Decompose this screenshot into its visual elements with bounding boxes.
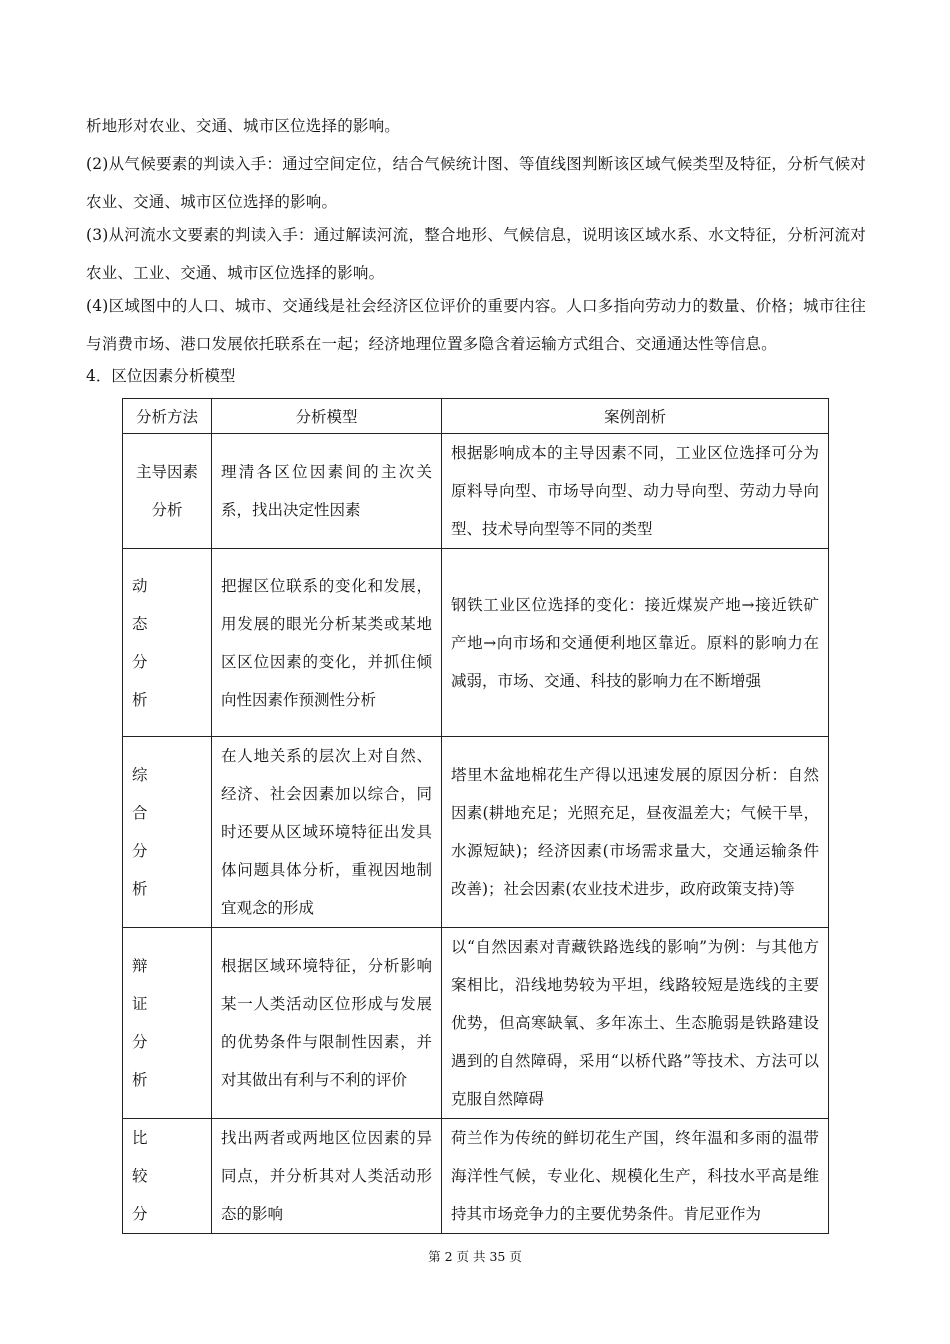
method-char: 动 — [132, 576, 148, 595]
method-char: 证 — [132, 995, 148, 1013]
method-char: 态 — [132, 614, 148, 633]
method-char: 较 — [132, 1167, 148, 1185]
header-model: 分析模型 — [212, 399, 442, 434]
method-char: 析 — [132, 690, 148, 709]
table-row — [123, 1119, 829, 1234]
case-cell: 塔里木盆地棉花生产得以迅速发展的原因分析：自然因素(耕地充足；光照充足，昼夜温差大；气候干旱，水源短缺)；经济因素(市场需求量大，交通运输条件改善)；社会因素(农业技术进步，政府政策支持)等 — [442, 737, 829, 928]
paragraph-1: 析地形对农业、交通、城市区位选择的影响。 — [86, 117, 401, 135]
method-char: 分 — [132, 652, 148, 671]
header-case: 案例剖析 — [442, 399, 829, 434]
table-row — [123, 549, 829, 737]
location-factor-table — [122, 398, 829, 1234]
method-char: 析 — [132, 880, 148, 898]
paragraph-4: (4)区域图中的人口、城市、交通线是社会经济区位评价的重要内容。人口多指向劳动力的数量、价格；城市往往与消费市场、港口发展依托联系在一起；经济地理位置多隐含着运输方式组合、交通通达性等信息。 — [86, 297, 866, 353]
method-cell — [123, 434, 212, 549]
model-cell: 把握区位联系的变化和发展，用发展的眼光分析某类或某地区区位因素的变化，并抓住倾向性因素作预测性分析 — [212, 549, 442, 737]
method-char: 分 — [132, 1205, 148, 1223]
case-cell: 钢铁工业区位选择的变化：接近煤炭产地→接近铁矿产地→向市场和交通便利地区靠近。原料的影响力在减弱，市场、交通、科技的影响力在不断增强 — [442, 549, 829, 737]
section-heading: 4．区位因素分析模型 — [86, 367, 236, 385]
method-cell — [123, 737, 212, 928]
method-cell — [123, 928, 212, 1119]
method-cell — [123, 1119, 212, 1234]
method-char: 分 — [132, 842, 148, 860]
table-row — [123, 928, 829, 1119]
method-label: 主导因素分析 — [135, 463, 198, 519]
header-method: 分析方法 — [123, 399, 212, 434]
method-char: 比 — [132, 1129, 148, 1147]
table-header-row — [123, 399, 829, 434]
case-cell: 以“自然因素对青藏铁路选线的影响”为例：与其他方案相比，沿线地势较为平坦，线路较短是选线的主要优势，但高寒缺氧、多年冻土、生态脆弱是铁路建设遇到的自然障碍，采用“以桥代路”等技术、方法可以克服自然障碍 — [442, 928, 829, 1119]
method-char: 辩 — [132, 957, 148, 975]
method-char: 合 — [132, 804, 148, 822]
paragraph-3: (3)从河流水文要素的判读入手：通过解读河流，整合地形、气候信息，说明该区域水系、水文特征，分析河流对农业、工业、交通、城市区位选择的影响。 — [86, 226, 866, 282]
table-row — [123, 434, 829, 549]
case-cell: 荷兰作为传统的鲜切花生产国，终年温和多雨的温带海洋性气候，专业化、规模化生产，科技水平高是维持其市场竞争力的主要优势条件。肯尼亚作为 — [442, 1119, 829, 1234]
method-char: 综 — [132, 766, 148, 784]
method-char: 分 — [132, 1033, 148, 1051]
paragraph-2: (2)从气候要素的判读入手：通过空间定位，结合气候统计图、等值线图判断该区域气候类型及特征，分析气候对农业、交通、城市区位选择的影响。 — [86, 155, 866, 211]
model-cell: 根据区域环境特征，分析影响某一人类活动区位形成与发展的优势条件与限制性因素，并对其做出有利与不利的评价 — [212, 928, 442, 1119]
method-char: 析 — [132, 1071, 148, 1089]
model-cell: 理清各区位因素间的主次关系，找出决定性因素 — [212, 434, 442, 549]
method-cell — [123, 549, 212, 737]
model-cell: 在人地关系的层次上对自然、经济、社会因素加以综合，同时还要从区域环境特征出发具体问题具体分析，重视因地制宜观念的形成 — [212, 737, 442, 928]
model-cell: 找出两者或两地区位因素的异同点，并分析其对人类活动形态的影响 — [212, 1119, 442, 1234]
page-footer: 第 2 页 共 35 页 — [428, 1249, 522, 1264]
case-cell: 根据影响成本的主导因素不同，工业区位选择可分为原料导向型、市场导向型、动力导向型、劳动力导向型、技术导向型等不同的类型 — [442, 434, 829, 549]
table-row — [123, 737, 829, 928]
